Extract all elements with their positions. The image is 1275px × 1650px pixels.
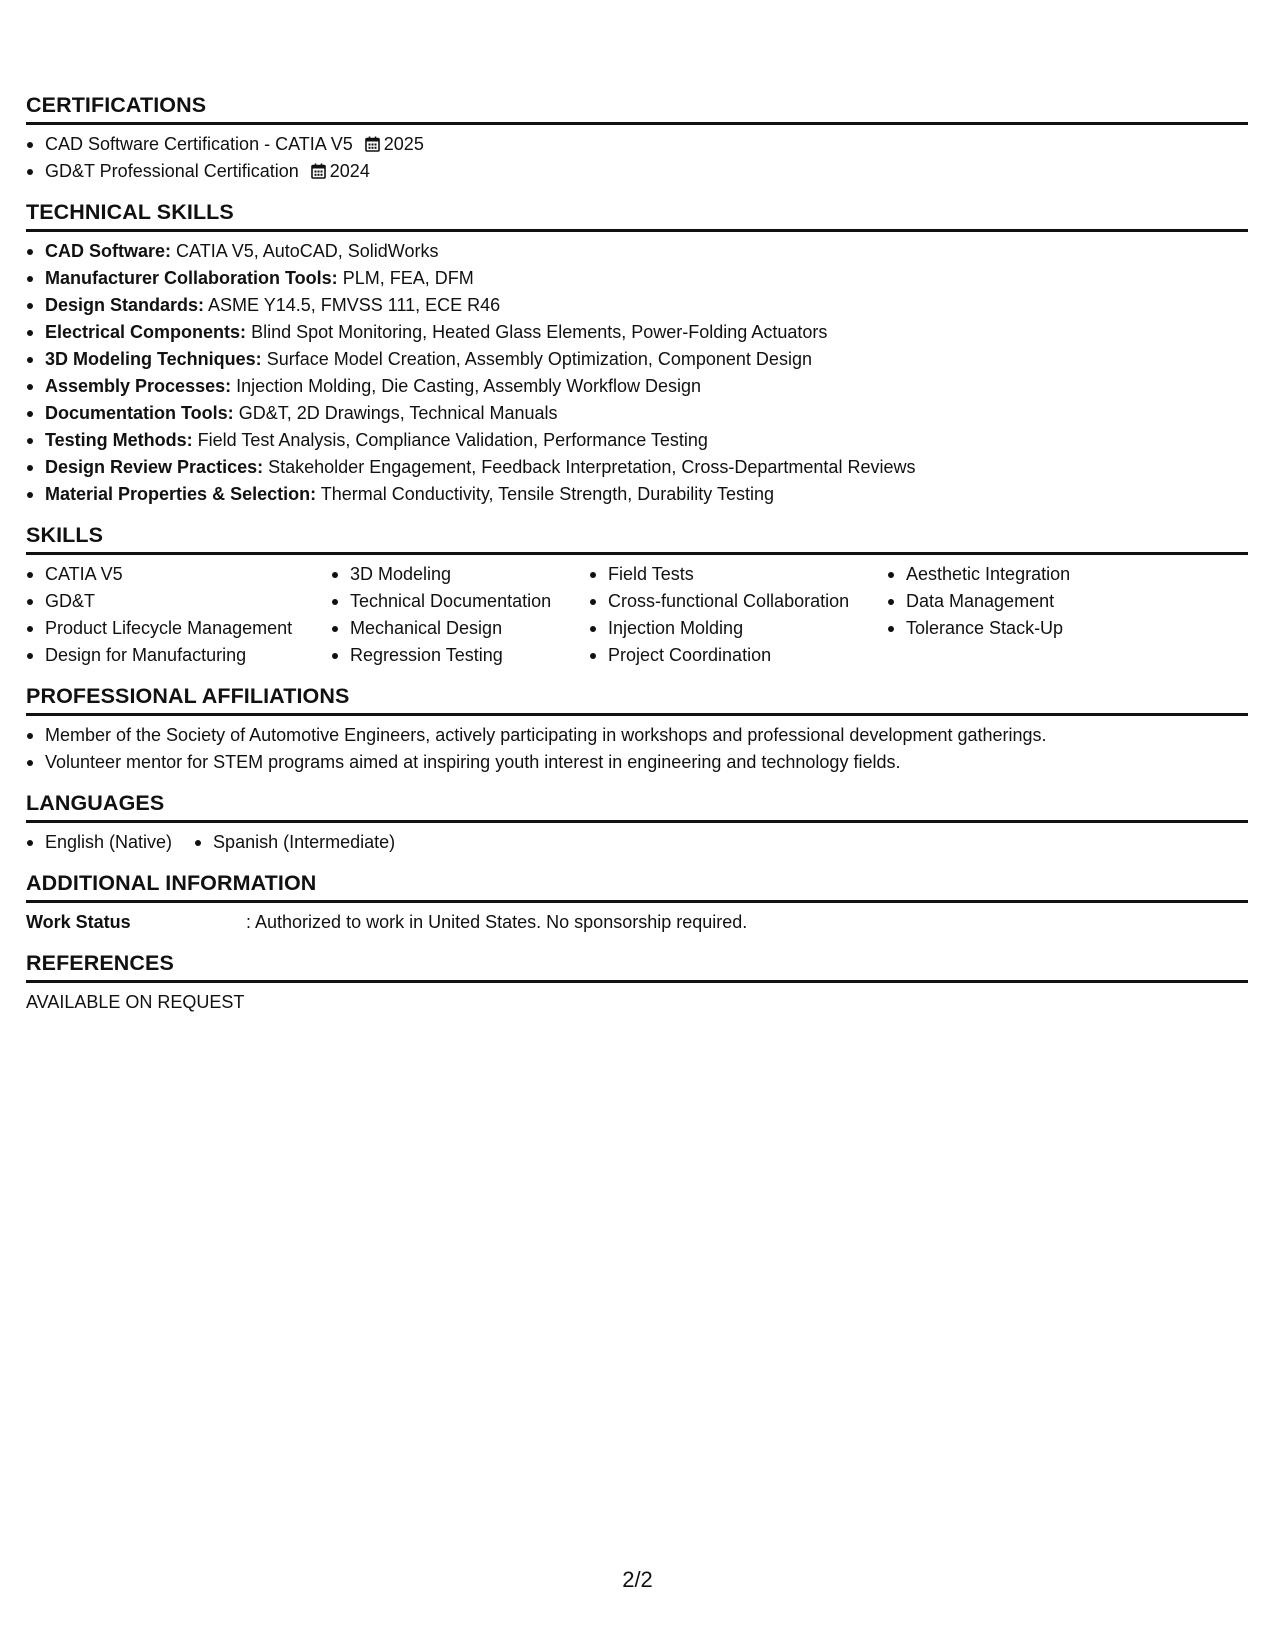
skill-item: Data Management [887, 588, 1187, 615]
skills-grid [26, 561, 1248, 669]
technical-skill-value: CATIA V5, AutoCAD, SolidWorks [176, 241, 439, 261]
section-divider [26, 820, 1248, 823]
section-title-affiliations: PROFESSIONAL AFFILIATIONS [26, 684, 350, 708]
section-title-skills: SKILLS [26, 523, 104, 547]
technical-skill-value: Stakeholder Engagement, Feedback Interpretation, Cross-Departmental Reviews [268, 457, 916, 477]
skill-item: Injection Molding [589, 615, 887, 642]
skill-item: Cross-functional Collaboration [589, 588, 887, 615]
technical-skill-value: Surface Model Creation, Assembly Optimization, Component Design [266, 349, 812, 369]
technical-skill-item [26, 238, 1248, 265]
resume-page [26, 92, 1248, 1016]
section-title-languages: LANGUAGES [26, 791, 165, 815]
technical-skill-item [26, 481, 1248, 508]
section-title-technical-skills: TECHNICAL SKILLS [26, 200, 234, 224]
skills-column [331, 561, 589, 669]
technical-skill-label: Testing Methods: [45, 430, 193, 450]
skill-item: Field Tests [589, 561, 887, 588]
certifications-section [26, 92, 1248, 185]
section-divider [26, 552, 1248, 555]
technical-skill-value: Field Test Analysis, Compliance Validation, Performance Testing [197, 430, 708, 450]
skill-item: Regression Testing [331, 642, 589, 669]
skill-item: Design for Manufacturing [26, 642, 331, 669]
technical-skill-item [26, 292, 1248, 319]
skill-item: Project Coordination [589, 642, 887, 669]
technical-skill-value: GD&T, 2D Drawings, Technical Manuals [238, 403, 558, 423]
technical-skill-label: Material Properties & Selection: [45, 484, 317, 504]
section-title-additional-information: ADDITIONAL INFORMATION [26, 871, 317, 895]
technical-skill-label: Manufacturer Collaboration Tools: [45, 268, 338, 288]
section-divider [26, 122, 1248, 125]
skill-item: 3D Modeling [331, 561, 589, 588]
technical-skill-item [26, 454, 1248, 481]
technical-skill-value: Injection Molding, Die Casting, Assembly Workflow Design [236, 376, 701, 396]
technical-skill-item [26, 319, 1248, 346]
affiliations-section [26, 683, 1248, 776]
section-title-certifications: CERTIFICATIONS [26, 93, 207, 117]
affiliations-list [26, 722, 1248, 776]
technical-skill-label: Design Review Practices: [45, 457, 264, 477]
work-status-row [26, 909, 1248, 936]
section-divider [26, 900, 1248, 903]
certification-name: GD&T Professional Certification [45, 161, 299, 181]
certification-year: 2025 [383, 134, 424, 154]
skills-column [887, 561, 1187, 669]
skills-section [26, 522, 1248, 669]
technical-skill-item [26, 346, 1248, 373]
calendar-icon [365, 133, 380, 149]
work-status-value: : Authorized to work in United States. No sponsorship required. [246, 912, 748, 932]
technical-skill-item [26, 373, 1248, 400]
work-status-label: Work Status [26, 912, 131, 932]
skill-item: Mechanical Design [331, 615, 589, 642]
affiliation-item: Member of the Society of Automotive Engineers, actively participating in workshops and professional development gatherings. [26, 722, 1248, 749]
skill-item: Product Lifecycle Management [26, 615, 331, 642]
technical-skill-value: Blind Spot Monitoring, Heated Glass Elements, Power-Folding Actuators [251, 322, 828, 342]
technical-skill-value: ASME Y14.5, FMVSS 111, ECE R46 [208, 295, 501, 315]
references-text: AVAILABLE ON REQUEST [26, 992, 245, 1012]
certification-year: 2024 [329, 161, 370, 181]
skill-item: Technical Documentation [331, 588, 589, 615]
calendar-icon [311, 160, 326, 176]
technical-skill-label: Documentation Tools: [45, 403, 234, 423]
certifications-list [26, 131, 1248, 185]
references-section [26, 950, 1248, 1016]
skill-item: Aesthetic Integration [887, 561, 1187, 588]
skill-item: Tolerance Stack-Up [887, 615, 1187, 642]
certification-item [26, 158, 1248, 185]
technical-skill-label: Assembly Processes: [45, 376, 232, 396]
section-title-references: REFERENCES [26, 951, 174, 975]
skill-item: CATIA V5 [26, 561, 331, 588]
technical-skill-value: PLM, FEA, DFM [342, 268, 474, 288]
technical-skill-item [26, 427, 1248, 454]
certification-name: CAD Software Certification - CATIA V5 [45, 134, 353, 154]
technical-skill-item [26, 265, 1248, 292]
section-divider [26, 229, 1248, 232]
section-divider [26, 980, 1248, 983]
technical-skill-item [26, 400, 1248, 427]
technical-skill-value: Thermal Conductivity, Tensile Strength, Durability Testing [320, 484, 774, 504]
technical-skill-label: Electrical Components: [45, 322, 247, 342]
technical-skill-label: Design Standards: [45, 295, 205, 315]
technical-skills-section [26, 199, 1248, 508]
technical-skill-label: 3D Modeling Techniques: [45, 349, 262, 369]
skills-column [589, 561, 887, 669]
language-item: English (Native) [26, 829, 172, 856]
certification-item [26, 131, 1248, 158]
language-item: Spanish (Intermediate) [194, 829, 395, 856]
languages-section [26, 790, 1248, 856]
additional-information-section [26, 870, 1248, 936]
skills-column [26, 561, 331, 669]
page-number: 2/2 [622, 1567, 653, 1592]
skill-item: GD&T [26, 588, 331, 615]
technical-skills-list [26, 238, 1248, 508]
section-divider [26, 713, 1248, 716]
languages-list [26, 829, 1248, 856]
affiliation-item: Volunteer mentor for STEM programs aimed at inspiring youth interest in engineering and technology fields. [26, 749, 1248, 776]
technical-skill-label: CAD Software: [45, 241, 172, 261]
